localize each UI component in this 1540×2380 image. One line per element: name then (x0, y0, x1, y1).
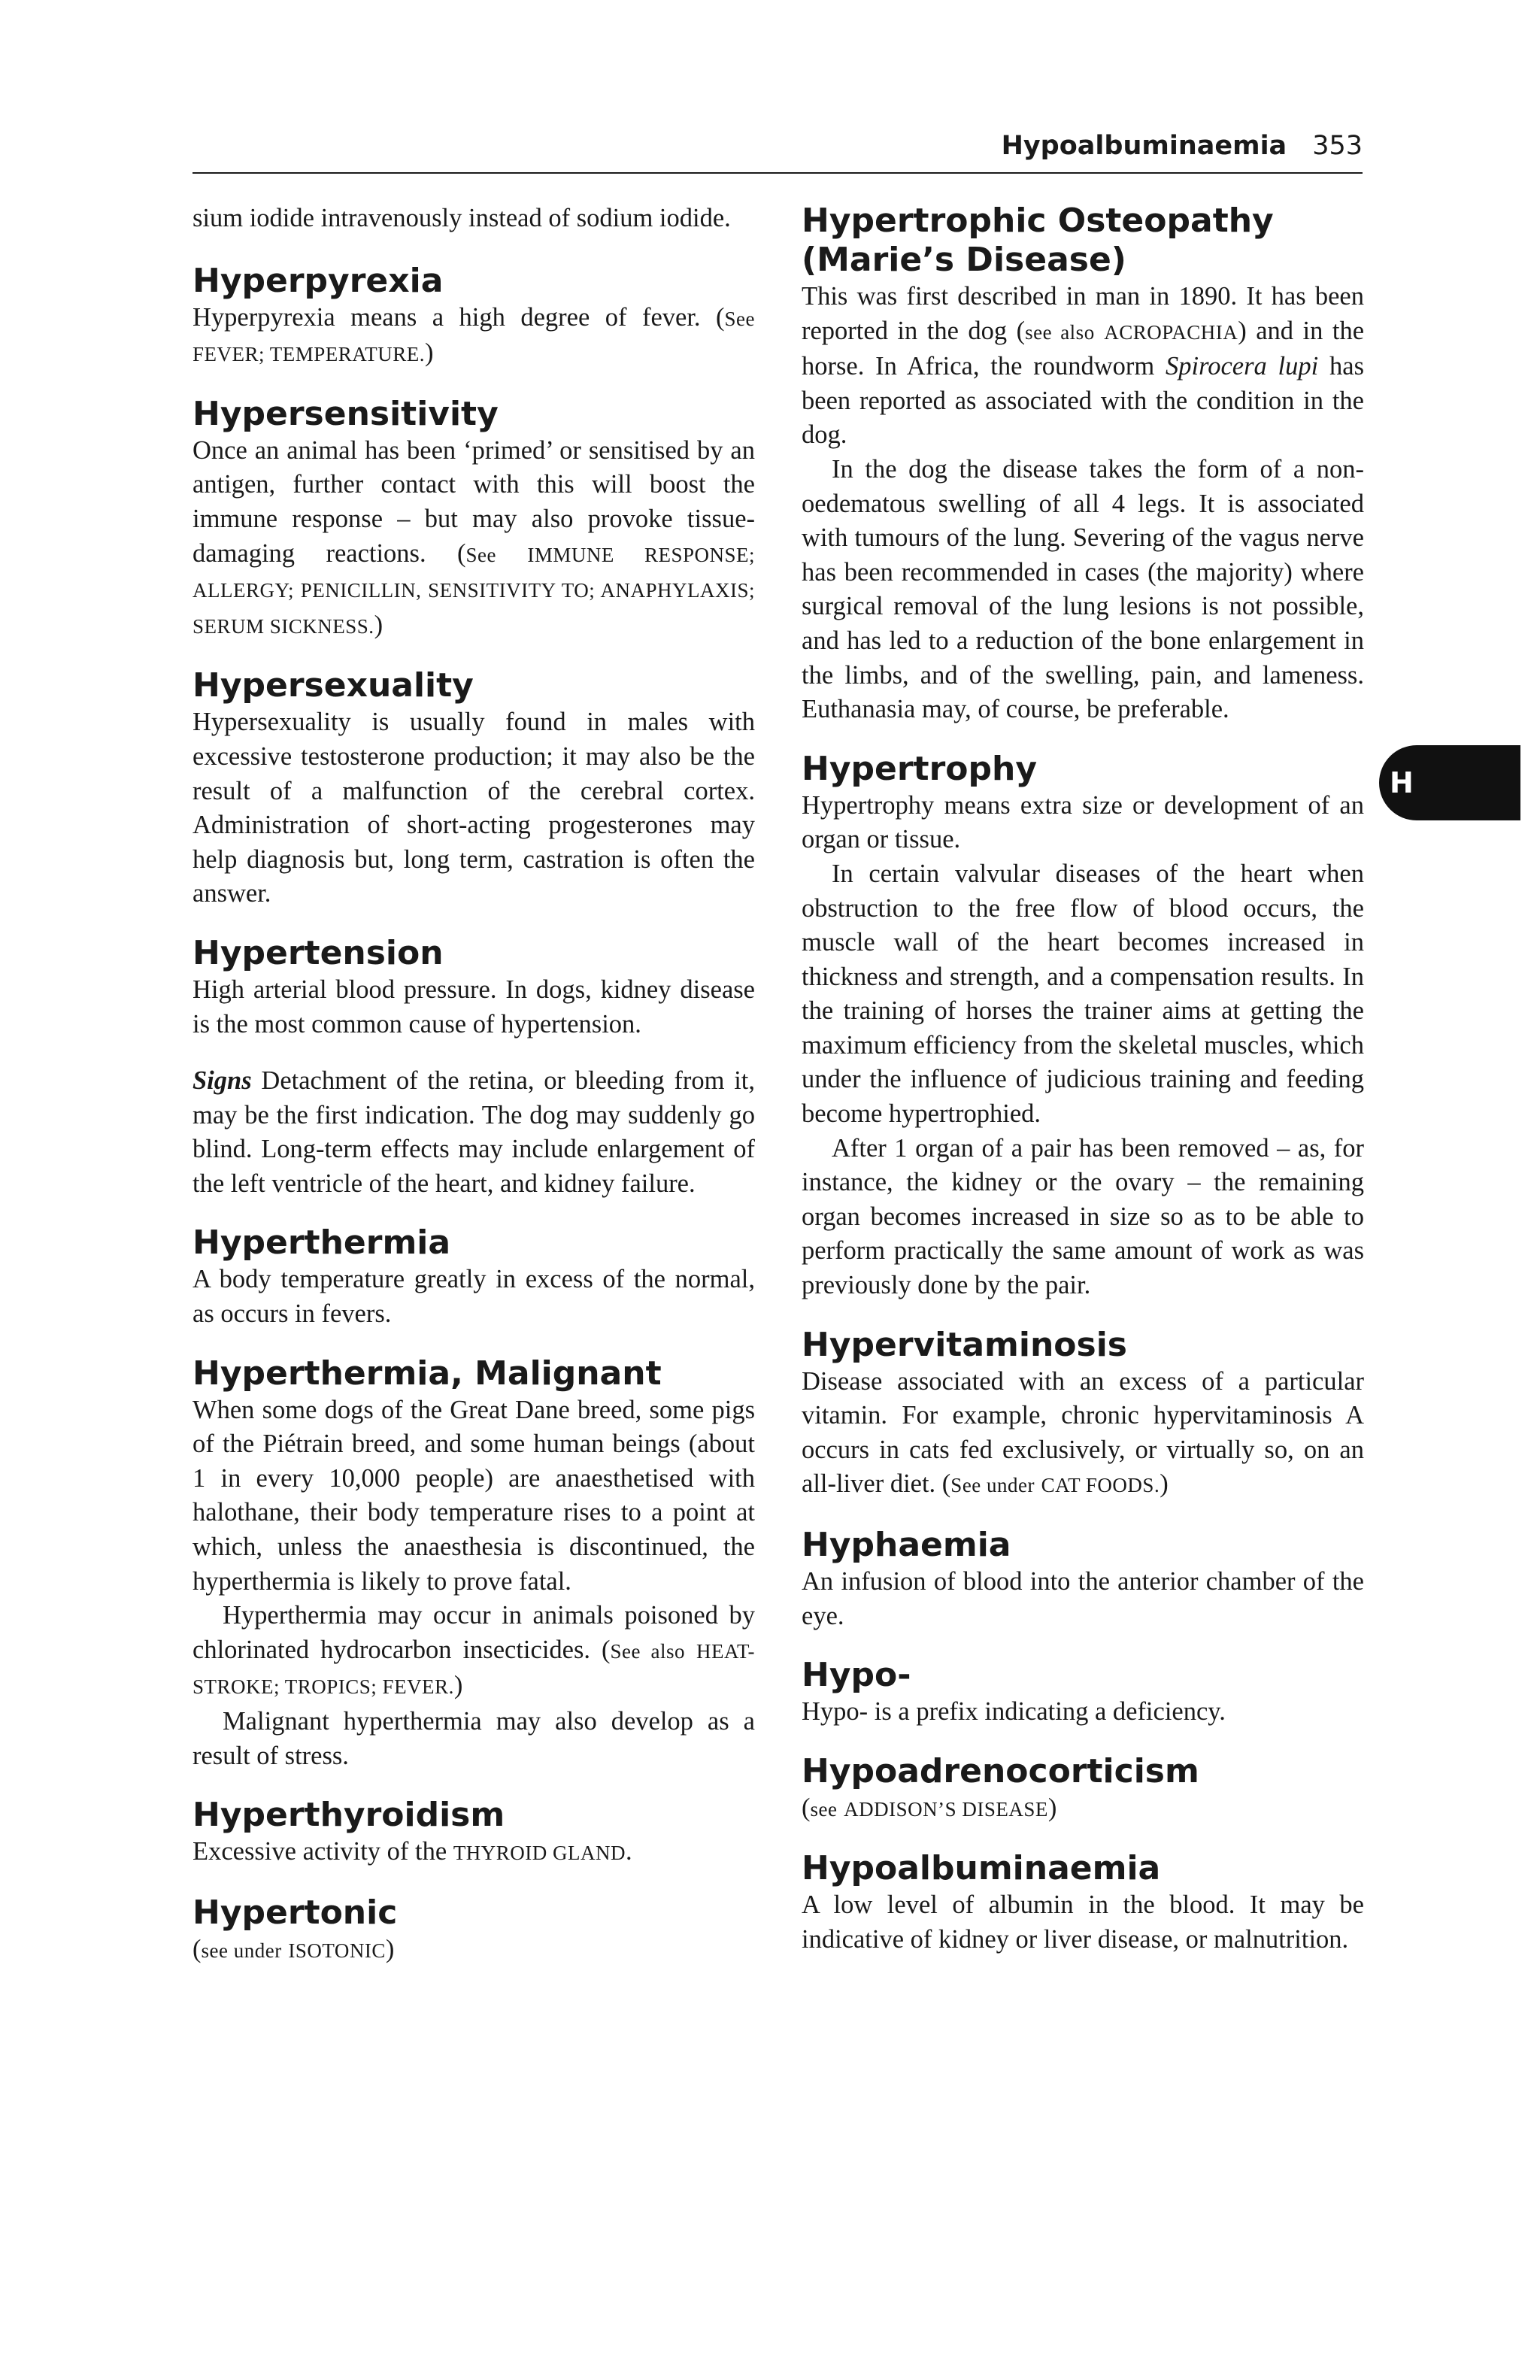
entry-title-hyperthermia: Hyperthermia (192, 1223, 451, 1263)
entry-body-hypertension: High arterial blood pressure. In dogs, kidney disease is the most common cause of hypertension. (192, 975, 755, 1038)
entry-signs-hypertension: Signs Detachment of the retina, or bleeding from it, may be the first indication. The dog may suddenly go blind. Long-term effects may include enlargement of the left ventricle of the heart, and kidney failure. (192, 1066, 755, 1198)
signs-label: Signs (192, 1066, 252, 1096)
entry-body-hypertrophy-1: Hypertrophy means extra size or development of an organ or tissue. (802, 790, 1364, 854)
entry-title-hypersensitivity: Hypersensitivity (192, 394, 499, 433)
entry-title-hyperthermia-malignant: Hyperthermia, Malignant (192, 1354, 662, 1393)
entry-body-hypervitaminosis: Disease associated with an excess of a particular vitamin. For example, chronic hypervitaminosis A occurs in cats fed exclusively, or virtually so, on an all-liver diet. (See under CAT FOODS.) (802, 1366, 1364, 1499)
entry-body-hyphaemia: An infusion of blood into the anterior chamber of the eye. (802, 1567, 1364, 1630)
entry-title-hypertonic: Hypertonic (192, 1893, 398, 1932)
entry-body-hypertonic: (see under ISOTONIC) (192, 1934, 395, 1963)
entry-title-hypervitaminosis: Hypervitaminosis (802, 1325, 1127, 1364)
running-title: Hypoalbuminaemia (1001, 131, 1287, 161)
entry-body-hypo: Hypo- is a prefix indicating a deficiency. (802, 1697, 1226, 1727)
right-column (802, 202, 1364, 1957)
entry-body-hypertrophic-osteopathy-2: In the dog the disease takes the form of a non-oedematous swelling of all 4 legs. It is associated with tumours of the lung. Severing of the vagus nerve has been recommended in cases (the majority) where surgical removal of the lung lesions is not possible, and has led to a reduction of the bone enlargement in the limbs, and of the swelling, pain, and lameness. Euthanasia may, of course, be preferable. (802, 454, 1364, 724)
left-column (192, 202, 755, 1968)
entry-title-hypertrophy: Hypertrophy (802, 749, 1038, 788)
entry-title-hypertrophic-osteopathy: Hypertrophic Osteopathy (Marie’s Disease) (802, 202, 1274, 279)
entry-body-hypertrophic-osteopathy-1: This was first described in man in 1890. It has been reported in the dog (see also ACROPACHIA) and in the horse. In Africa, the roundworm Spirocera lupi has been reported as associated with the condition in the dog. (802, 282, 1365, 450)
entry-body-hyperthermia-malignant-1: When some dogs of the Great Dane breed, some pigs of the Piétrain breed, and some human beings (about 1 in every 10,000 people) are anaesthetised with halothane, their body temperature rises to a point at which, unless the anaesthesia is discontinued, the hyperthermia is likely to prove fatal. (192, 1395, 755, 1596)
entry-body-hypersexuality: Hypersexuality is usually found in males with excessive testosterone production; it may also be the result of a malfunction of the cerebral cortex. Administration of short-acting progesterones may help diagnosis but, long term, castration is often the answer. (192, 708, 755, 908)
entry-body-hyperthyroidism: Excessive activity of the THYROID GLAND. (192, 1837, 632, 1866)
entry-body-hypoalbuminaemia: A low level of albumin in the blood. It may be indicative of kidney or liver disease, or malnutrition. (802, 1890, 1364, 1954)
header-rule (192, 172, 1363, 174)
entry-body-hypersensitivity: Once an animal has been ‘primed’ or sensitised by an antigen, further contact with this will boost the immune response – but may also provoke tissue-damaging reactions. (See IMMUNE RESPONSE; ALLERGY; PENICILLIN, SENSITIVITY TO; ANAPHYLAXIS; SERUM SICKNESS.) (192, 435, 755, 639)
continued-text: sium iodide intravenously instead of sodium iodide. (192, 204, 731, 232)
entry-title-hypoalbuminaemia: Hypoalbuminaemia (802, 1849, 1161, 1888)
entry-body-hypertrophy-2: In certain valvular diseases of the heart when obstruction to the free flow of blood occurs, the muscle wall of the heart becomes increased in thickness and strength, and a compensation results. In the training of horses the trainer aims at getting the maximum efficiency from the skeletal muscles, which under the influence of judicious training and feeding become hypertrophied. (802, 859, 1364, 1129)
entry-title-hyperpyrexia: Hyperpyrexia (192, 261, 444, 300)
entry-title-hypoadrenocorticism: Hypoadrenocorticism (802, 1751, 1199, 1790)
thumb-tab-letter: H (1390, 766, 1414, 799)
page-number: 353 (1312, 131, 1363, 161)
entry-title-hypertension: Hypertension (192, 933, 444, 972)
entry-title-hyphaemia: Hyphaemia (802, 1526, 1011, 1564)
section-thumb-tab (1379, 745, 1520, 820)
entry-title-hyperthyroidism: Hyperthyroidism (192, 1796, 505, 1835)
entry-body-hyperpyrexia: Hyperpyrexia means a high degree of fever. (See FEVER; TEMPERATURE.) (192, 302, 755, 368)
entry-body-hyperthermia: A body temperature greatly in excess of the normal, as occurs in fevers. (192, 1265, 755, 1329)
entry-body-hyperthermia-malignant-2: Hyperthermia may occur in animals poisoned by chlorinated hydrocarbon insecticides. (See also HEAT-STROKE; TROPICS; FEVER.) (192, 1601, 756, 1700)
entry-title-hypersexuality: Hypersexuality (192, 666, 474, 705)
entry-title-hypo: Hypo- (802, 1656, 911, 1695)
running-head (192, 126, 1363, 165)
entry-body-hyperthermia-malignant-3: Malignant hyperthermia may also develop as a result of stress. (192, 1707, 755, 1770)
entry-body-hypoadrenocorticism: (see ADDISON’S DISEASE) (802, 1793, 1057, 1822)
entry-body-hypertrophy-3: After 1 organ of a pair has been removed – as, for instance, the kidney or the ovary – the remaining organ becomes increased in size so as to be able to perform practically the same amount of work as was previously done by the pair. (802, 1133, 1364, 1300)
